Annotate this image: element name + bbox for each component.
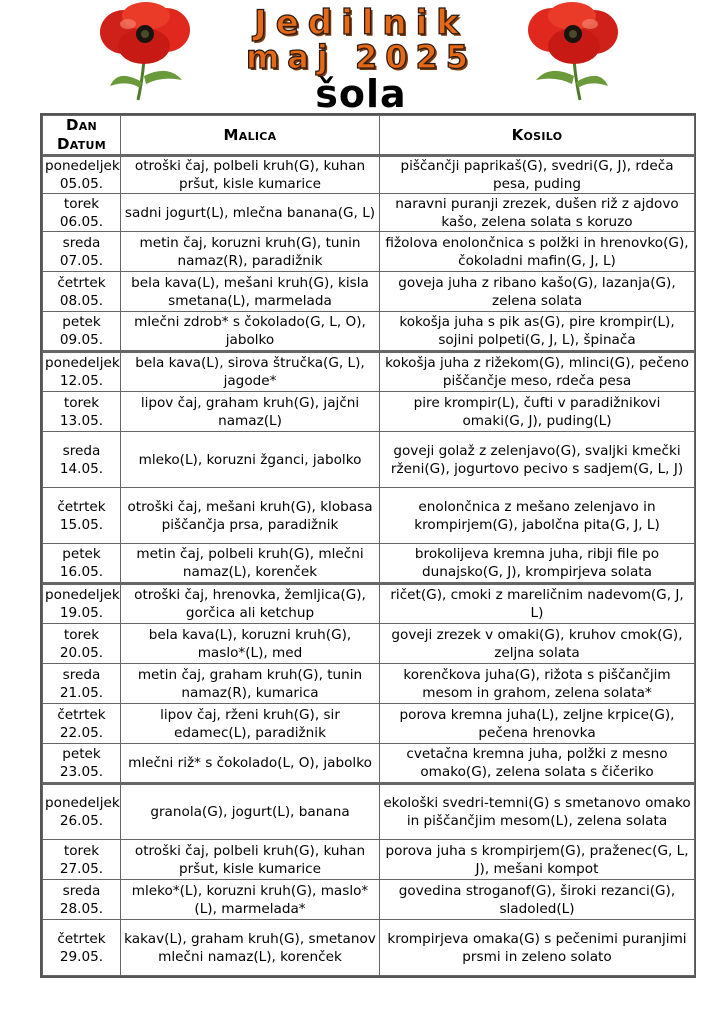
day-date-cell	[43, 392, 121, 432]
table-row	[43, 194, 695, 232]
malica-cell: otroški čaj, polbeli kruh(G), kuhan pršut, kisle kumarice	[121, 840, 380, 880]
kosilo-cell: cvetačna kremna juha, polžki z mesno omako(G), zelena solata s čičeriko	[380, 744, 695, 784]
poppy-flower-icon	[98, 2, 194, 102]
table-row	[43, 704, 695, 744]
table-row	[43, 156, 695, 194]
kosilo-cell: naravni puranji zrezek, dušen riž z ajdovo kašo, zelena solata s koruzo	[380, 194, 695, 232]
malica-cell: lipov čaj, graham kruh(G), jajčni namaz(L)	[121, 392, 380, 432]
table-row	[43, 312, 695, 352]
malica-cell: mlečni zdrob* s čokolado(G, L, O), jabolko	[121, 312, 380, 352]
date: 29.05.	[59, 948, 104, 965]
date: 08.05.	[59, 292, 104, 309]
day-date-cell	[43, 920, 121, 976]
day-date-cell	[43, 352, 121, 392]
day-name: četrtek	[57, 706, 106, 723]
malica-cell: otroški čaj, hrenovka, žemljica(G), gorčica ali ketchup	[121, 584, 380, 624]
day-name: četrtek	[57, 274, 106, 291]
day-date-cell	[43, 272, 121, 312]
day-name: torek	[63, 842, 100, 859]
day-date-cell	[43, 840, 121, 880]
day-name: sreda	[62, 666, 101, 683]
day-date-cell	[43, 312, 121, 352]
malica-cell: bela kava(L), mešani kruh(G), kisla smetana(L), marmelada	[121, 272, 380, 312]
kosilo-cell: goveja juha z ribano kašo(G), lazanja(G), zelena solata	[380, 272, 695, 312]
malica-cell: bela kava(L), koruzni kruh(G), maslo*(L), med	[121, 624, 380, 664]
date: 19.05.	[59, 605, 104, 621]
header-malica	[121, 116, 380, 156]
day-name: četrtek	[57, 930, 106, 947]
malica-cell: metin čaj, koruzni kruh(G), tunin namaz(R), paradižnik	[121, 232, 380, 272]
table-row	[43, 352, 695, 392]
day-date-cell	[43, 194, 121, 232]
table-row	[43, 432, 695, 488]
day-name: sreda	[62, 442, 101, 459]
table-row	[43, 392, 695, 432]
malica-cell: lipov čaj, rženi kruh(G), sir edamec(L), paradižnik	[121, 704, 380, 744]
day-date-cell	[43, 584, 121, 624]
kosilo-cell: korenčkova juha(G), rižota s piščančjim mesom in grahom, zelena solata*	[380, 664, 695, 704]
date: 14.05.	[59, 460, 104, 477]
day-date-cell	[43, 880, 121, 920]
day-date-cell	[43, 784, 121, 840]
day-date-cell	[43, 232, 121, 272]
table-row	[43, 664, 695, 704]
table-row	[43, 232, 695, 272]
day-date-cell	[43, 744, 121, 784]
malica-cell: kakav(L), graham kruh(G), smetanov mlečni namaz(L), korenček	[121, 920, 380, 976]
menu-subtitle: šola	[315, 72, 407, 116]
malica-cell: granola(G), jogurt(L), banana	[121, 784, 380, 840]
date: 15.05.	[59, 516, 104, 533]
date: 26.05.	[59, 813, 104, 829]
date: 09.05.	[59, 332, 104, 348]
table-header-row	[43, 116, 695, 156]
day-name: torek	[63, 626, 100, 643]
malica-cell: metin čaj, graham kruh(G), tunin namaz(R), kumarica	[121, 664, 380, 704]
header-day: Dan	[65, 116, 98, 134]
kosilo-cell: piščančji paprikaš(G), svedri(G, J), rdeča pesa, puding	[380, 156, 695, 194]
date: 27.05.	[59, 860, 104, 877]
table-row	[43, 272, 695, 312]
day-name: petek	[62, 546, 101, 562]
day-name: ponedeljek	[45, 355, 120, 371]
day-name: ponedeljek	[45, 587, 120, 603]
malica-cell: mlečni riž* s čokolado(L, O), jabolko	[121, 744, 380, 784]
date: 23.05.	[59, 764, 104, 780]
day-date-cell	[43, 488, 121, 544]
table-row	[43, 544, 695, 584]
date: 22.05.	[59, 724, 104, 741]
kosilo-cell: govedina stroganof(G), široki rezanci(G), sladoled(L)	[380, 880, 695, 920]
poppy-flower-icon	[524, 2, 620, 102]
day-name: četrtek	[57, 498, 106, 515]
table-row	[43, 488, 695, 544]
date: 12.05.	[59, 373, 104, 389]
kosilo-cell: goveji zrezek v omaki(G), kruhov cmok(G), zeljna solata	[380, 624, 695, 664]
malica-cell: mleko(L), koruzni žganci, jabolko	[121, 432, 380, 488]
day-name: sreda	[62, 882, 101, 899]
table-row	[43, 744, 695, 784]
malica-cell: bela kava(L), sirova štručka(G, L), jagode*	[121, 352, 380, 392]
kosilo-cell: fižolova enolončnica s polžki in hrenovko(G), čokoladni mafin(G, J, L)	[380, 232, 695, 272]
kosilo-cell: ričet(G), cmoki z mareličnim nadevom(G, J, L)	[380, 584, 695, 624]
kosilo-cell: krompirjeva omaka(G) s pečenimi puranjimi prsmi in zeleno solato	[380, 920, 695, 976]
kosilo-cell: enolončnica z mešano zelenjavo in krompirjem(G), jabolčna pita(G, J, L)	[380, 488, 695, 544]
day-date-cell	[43, 156, 121, 194]
day-date-cell	[43, 432, 121, 488]
malica-cell: sadni jogurt(L), mlečna banana(G, L)	[121, 194, 380, 232]
table-row	[43, 920, 695, 976]
date: 07.05.	[59, 252, 104, 269]
malica-cell: mleko*(L), koruzni kruh(G), maslo*(L), marmelada*	[121, 880, 380, 920]
day-date-cell	[43, 544, 121, 584]
page-header	[0, 0, 722, 116]
date: 05.05.	[59, 176, 104, 192]
title-box	[200, 3, 522, 116]
kosilo-cell: goveji golaž z zelenjavo(G), svaljki kmečki rženi(G), jogurtovo pecivo s sadjem(G, L, J)	[380, 432, 695, 488]
date: 20.05.	[59, 644, 104, 661]
day-date-cell	[43, 664, 121, 704]
header-kosilo-label: Kosilo	[511, 125, 563, 144]
kosilo-cell: pire krompir(L), čufti v paradižnikovi omaki(G, J), puding(L)	[380, 392, 695, 432]
day-name: torek	[63, 195, 100, 212]
kosilo-cell: porova juha s krompirjem(G), praženec(G, L, J), mešani kompot	[380, 840, 695, 880]
table-row	[43, 784, 695, 840]
menu-month: maj 2025	[245, 38, 477, 76]
malica-cell: otroški čaj, polbeli kruh(G), kuhan pršut, kisle kumarice	[121, 156, 380, 194]
day-name: petek	[62, 314, 101, 330]
table-row	[43, 624, 695, 664]
header-day-date	[43, 116, 121, 156]
malica-cell: otroški čaj, mešani kruh(G), klobasa piščančja prsa, paradižnik	[121, 488, 380, 544]
date: 06.05.	[59, 213, 104, 230]
day-date-cell	[43, 624, 121, 664]
day-date-cell	[43, 704, 121, 744]
kosilo-cell: kokošja juha s pik as(G), pire krompir(L), sojini polpeti(G, J, L), špinača	[380, 312, 695, 352]
header-malica-label: Malica	[223, 125, 277, 144]
header-date: Datum	[57, 135, 106, 153]
table-row	[43, 880, 695, 920]
kosilo-cell: ekološki svedri-temni(G) s smetanovo omako in piščančjim mesom(L), zelena solata	[380, 784, 695, 840]
day-name: ponedeljek	[45, 158, 120, 174]
menu-table	[42, 115, 695, 976]
malica-cell: metin čaj, polbeli kruh(G), mlečni namaz(L), korenček	[121, 544, 380, 584]
menu-table-wrapper	[40, 113, 696, 978]
date: 28.05.	[59, 900, 104, 917]
day-name: torek	[63, 394, 100, 411]
date: 21.05.	[59, 684, 104, 701]
day-name: ponedeljek	[45, 795, 120, 811]
day-name: sreda	[62, 234, 101, 251]
header-kosilo	[380, 116, 695, 156]
menu-title: Jedilnik	[254, 3, 468, 43]
kosilo-cell: porova kremna juha(L), zeljne krpice(G), pečena hrenovka	[380, 704, 695, 744]
table-row	[43, 840, 695, 880]
date: 16.05.	[59, 564, 104, 580]
kosilo-cell: brokolijeva kremna juha, ribji file po dunajsko(G, J), krompirjeva solata	[380, 544, 695, 584]
date: 13.05.	[59, 412, 104, 429]
day-name: petek	[62, 746, 101, 762]
kosilo-cell: kokošja juha z rižekom(G), mlinci(G), pečeno piščančje meso, rdeča pesa	[380, 352, 695, 392]
menu-body	[43, 156, 695, 976]
table-row	[43, 584, 695, 624]
